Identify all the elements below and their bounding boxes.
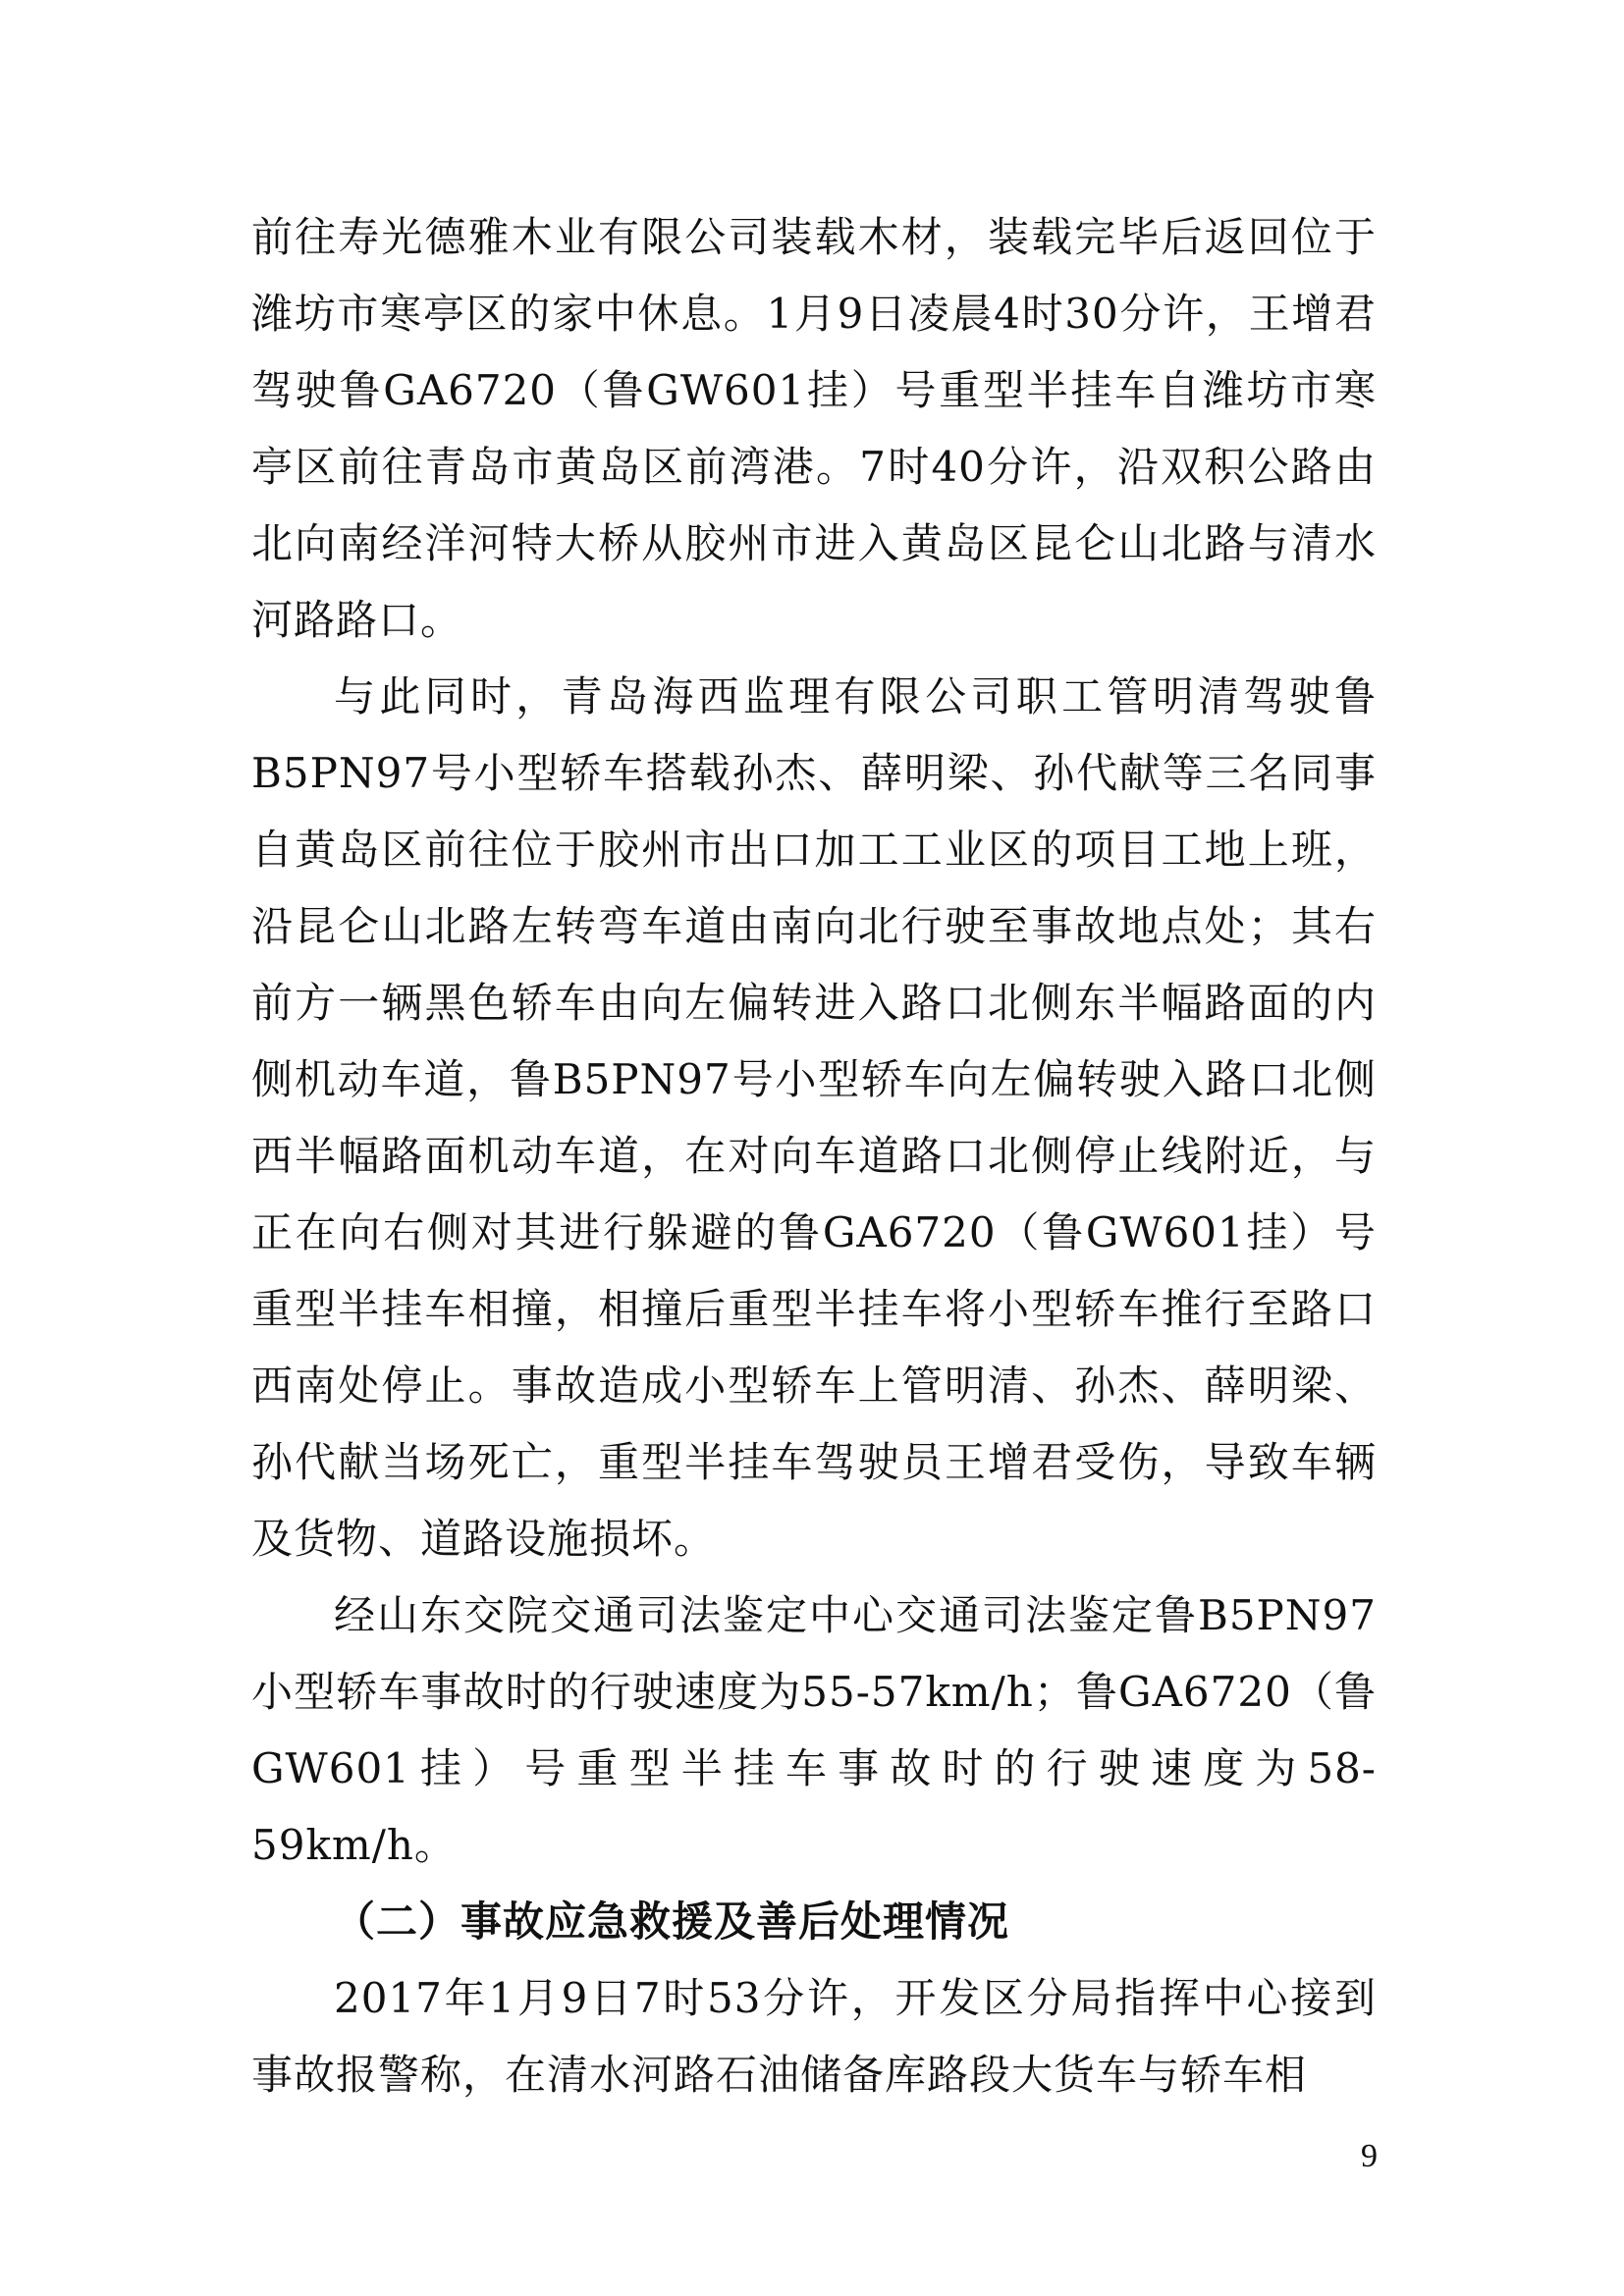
paragraph-emergency-report: 2017年1月9日7时53分许，开发区分局指挥中心接到事故报警称，在清水河路石油储备库路段大货车与轿车相 xyxy=(251,1974,1377,2099)
document-body xyxy=(251,199,1377,2113)
section-heading-emergency-rescue: （二）事故应急救援及善后处理情况 xyxy=(334,1897,1010,1946)
page-number: 9 xyxy=(1361,2138,1378,2174)
paragraph-continued-accident-route: 前往寿光德雅木业有限公司装载木材，装载完毕后返回位于潍坊市寒亭区的家中休息。1月9日凌晨4时30分许，王增君驾驶鲁GA6720（鲁GW601挂）号重型半挂车自潍坊市寒亭区前往青岛市黄岛区前湾港。7时40分许，沿双积公路由北向南经洋河特大桥从胶州市进入黄岛区昆仑山北路与清水河路路口。 xyxy=(251,213,1377,644)
paragraph-speed-appraisal: 经山东交院交通司法鉴定中心交通司法鉴定鲁B5PN97小型轿车事故时的行驶速度为55-57km/h；鲁GA6720（鲁GW601挂）号重型半挂车事故时的行驶速度为58-59km/h。 xyxy=(251,1591,1377,1869)
paragraph-collision-description: 与此同时，青岛海西监理有限公司职工管明清驾驶鲁B5PN97号小型轿车搭载孙杰、薛明梁、孙代献等三名同事自黄岛区前往位于胶州市出口加工工业区的项目工地上班，沿昆仑山北路左转弯车道由南向北行驶至事故地点处；其右前方一辆黑色轿车由向左偏转进入路口北侧东半幅路面的内侧机动车道，鲁B5PN97号小型轿车向左偏转驶入路口北侧西半幅路面机动车道，在对向车道路口北侧停止线附近，与正在向右侧对其进行躲避的鲁GA6720（鲁GW601挂）号重型半挂车相撞，相撞后重型半挂车将小型轿车推行至路口西南处停止。事故造成小型轿车上管明清、孙杰、薛明梁、孙代献当场死亡，重型半挂车驾驶员王增君受伤，导致车辆及货物、道路设施损坏。 xyxy=(251,672,1377,1563)
